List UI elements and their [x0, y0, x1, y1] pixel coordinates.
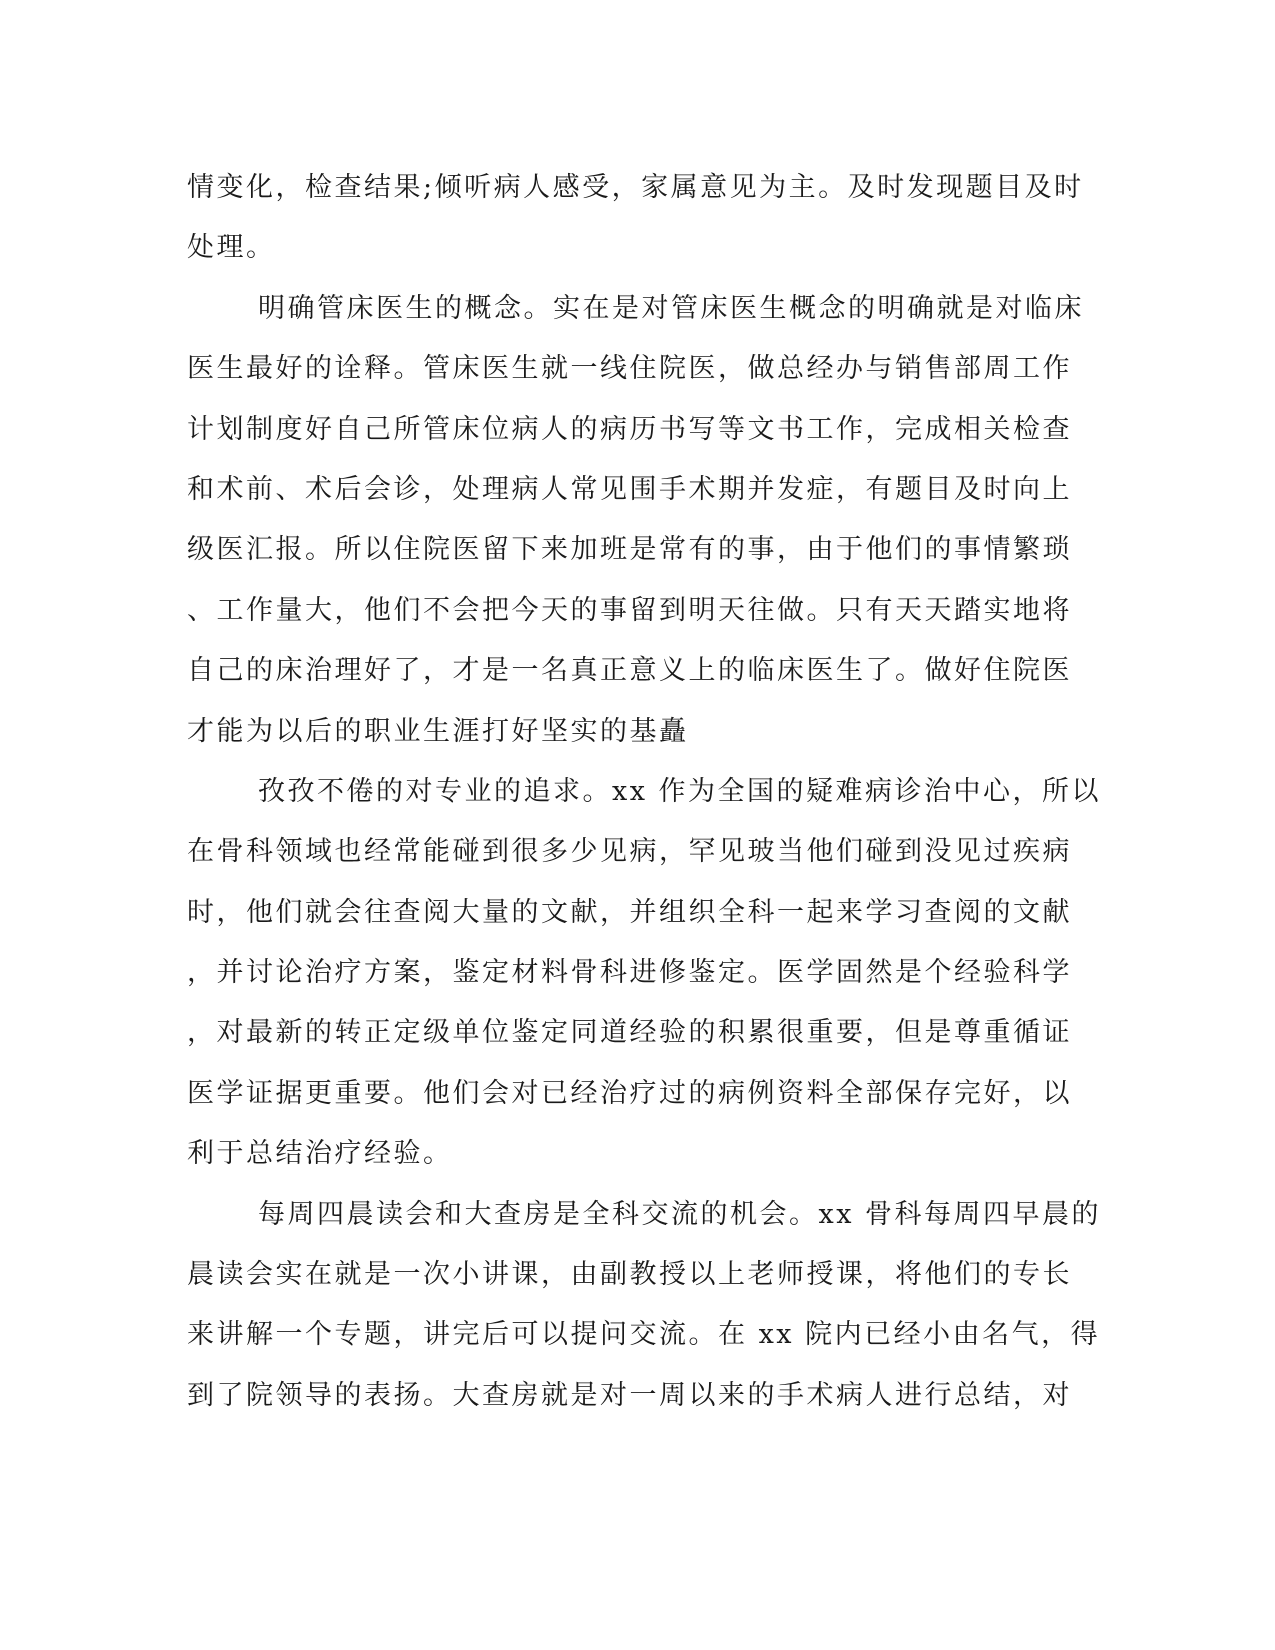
text-line: 来讲解一个专题，讲完后可以提问交流。在 xx 院内已经小由名气，得 — [187, 1319, 1101, 1351]
text-line: 计划制度好自己所管床位病人的病历书写等文书工作，完成相关检查 — [187, 413, 1072, 445]
text-line: 晨读会实在就是一次小讲课，由副教授以上老师授课，将他们的专长 — [187, 1259, 1072, 1291]
text-line: 孜孜不倦的对专业的追求。xx 作为全国的疑难病诊治中心，所以 — [258, 775, 1102, 807]
paragraph-3 — [187, 762, 1102, 1185]
text-line: 情变化，检查结果;倾听病人感受，家属意见为主。及时发现题目及时 — [187, 172, 1084, 203]
text-line: 医学证据更重要。他们会对已经治疗过的病例资料全部保存完好，以 — [187, 1077, 1072, 1109]
text-line: 每周四晨读会和大查房是全科交流的机会。xx 骨科每周四早晨的 — [258, 1198, 1102, 1230]
text-line: 才能为以后的职业生涯打好坚实的基矗 — [187, 715, 689, 747]
text-line: 自己的床治理好了，才是一名真正意义上的临床医生了。做好住院医 — [187, 655, 1072, 687]
text-line: 到了院领导的表扬。大查房就是对一周以来的手术病人进行总结，对 — [187, 1379, 1072, 1411]
text-line: ，并讨论治疗方案，鉴定材料骨科进修鉴定。医学固然是个经验科学 — [187, 957, 1072, 989]
text-line: 、工作量大，他们不会把今天的事留到明天往做。只有天天踏实地将 — [187, 594, 1072, 626]
text-line: 医生最好的诠释。管床医生就一线住院医，做总经办与销售部周工作 — [187, 353, 1072, 385]
text-line: 处理。 — [187, 232, 276, 264]
text-line: ，对最新的转正定级单位鉴定同道经验的积累很重要，但是尊重循证 — [187, 1017, 1072, 1049]
paragraph-4 — [187, 1185, 1102, 1427]
text-line: 在骨科领域也经常能碰到很多少见病，罕见玻当他们碰到没见过疾病 — [187, 836, 1072, 868]
text-line: 利于总结治疗经验。 — [187, 1138, 453, 1170]
text-line: 和术前、术后会诊，处理病人常见围手术期并发症，有题目及时向上 — [187, 473, 1072, 505]
text-line: 明确管床医生的概念。实在是对管床医生概念的明确就是对临床 — [258, 292, 1084, 324]
paragraph-2 — [187, 279, 1087, 762]
text-line: 级医汇报。所以住院医留下来加班是常有的事，由于他们的事情繁琐 — [187, 534, 1072, 566]
paragraph-1 — [187, 158, 1087, 279]
document-body — [187, 158, 1102, 1426]
text-line: 时，他们就会往查阅大量的文献，并组织全科一起来学习查阅的文献 — [187, 896, 1072, 928]
